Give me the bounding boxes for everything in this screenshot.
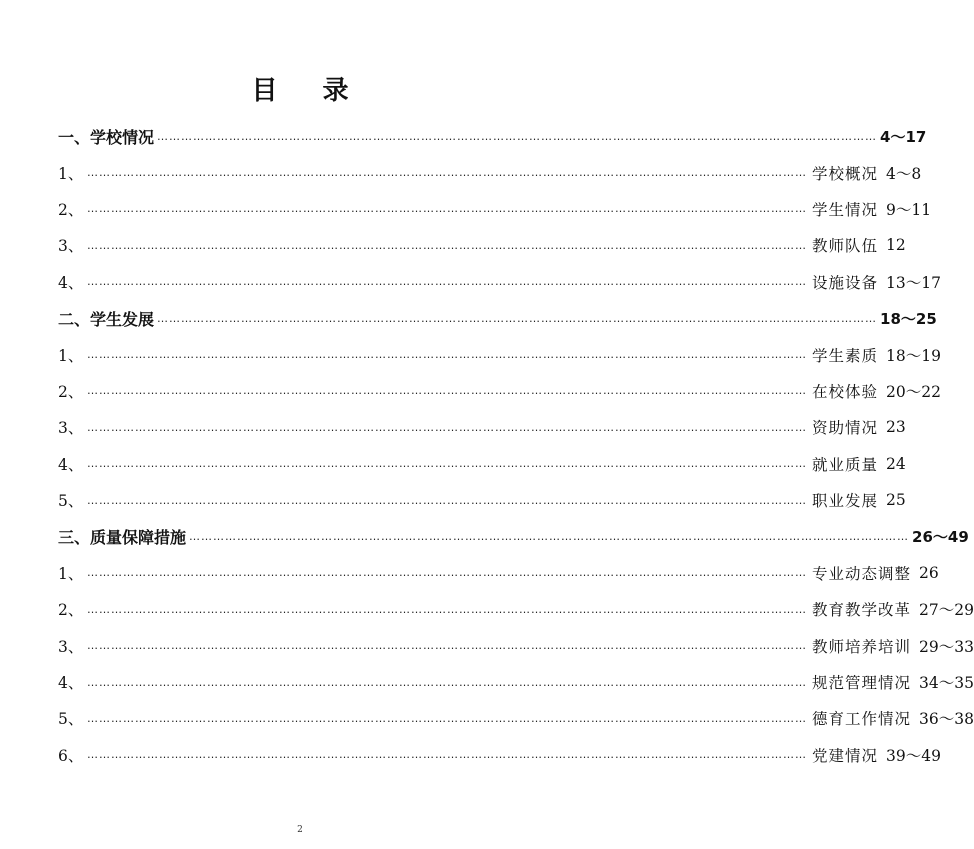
dot-leader: ……………………………………………………………………………………………………………………………………………………………… — [87, 202, 807, 216]
item-title: 在校体验 — [812, 382, 879, 401]
toc-item[interactable] — [58, 446, 906, 482]
section-title: 一、学校情况 — [58, 127, 155, 147]
dot-leader: ……………………………………………………………………………………………………………………………………………………………… — [87, 166, 807, 180]
item-number: 1、 — [58, 346, 84, 365]
page-range: 23 — [886, 418, 906, 437]
item-title: 学生素质 — [812, 346, 879, 365]
dot-leader: ……………………………………………………………………………………………………………………………………………………………… — [87, 493, 807, 507]
section-title: 三、质量保障措施 — [58, 527, 187, 547]
item-title: 规范管理情况 — [812, 674, 912, 693]
section-title: 二、学生发展 — [58, 309, 155, 329]
dot-leader: ……………………………………………………………………………………………………………………………………………………………… — [87, 748, 807, 762]
item-title: 资助情况 — [812, 419, 879, 438]
item-title: 教师队伍 — [812, 237, 879, 256]
item-number: 3、 — [58, 237, 84, 256]
item-number: 4、 — [58, 674, 84, 693]
item-title: 学校概况 — [812, 164, 879, 183]
dot-leader: ……………………………………………………………………………………………………………………………………………………………… — [87, 275, 807, 289]
toc-item[interactable] — [58, 555, 939, 591]
item-number: 3、 — [58, 637, 84, 656]
item-number: 2、 — [58, 601, 84, 620]
item-title: 党建情况 — [812, 746, 879, 765]
page-range: 36～38 — [919, 710, 974, 729]
page-range: 18～25 — [880, 309, 937, 328]
toc-item[interactable] — [58, 700, 974, 736]
page-range: 9～11 — [886, 200, 932, 219]
item-number: 2、 — [58, 200, 84, 219]
page-range: 26～49 — [912, 527, 969, 546]
item-number: 5、 — [58, 710, 84, 729]
dot-leader: ……………………………………………………………………………………………………………………………………………………………… — [87, 420, 807, 434]
toc-section[interactable] — [58, 518, 969, 554]
dot-leader: ……………………………………………………………………………………………………………………………………………………………… — [87, 348, 807, 362]
page-range: 34～35 — [919, 674, 974, 693]
page-range: 18～19 — [886, 346, 941, 365]
toc-section[interactable] — [58, 300, 937, 336]
dot-leader: ……………………………………………………………………………………………………………………………………………………………… — [189, 529, 910, 543]
toc-item[interactable] — [58, 409, 906, 445]
page-range: 24 — [886, 454, 906, 473]
item-title: 专业动态调整 — [812, 564, 912, 583]
dot-leader: ……………………………………………………………………………………………………………………………………………………………… — [157, 311, 878, 325]
toc-item[interactable] — [58, 482, 906, 518]
toc-section[interactable] — [58, 118, 927, 154]
item-title: 教育教学改革 — [812, 601, 912, 620]
page-range: 13～17 — [886, 273, 941, 292]
page-range: 25 — [886, 491, 906, 510]
dot-leader: ……………………………………………………………………………………………………………………………………………………………… — [87, 602, 807, 616]
item-number: 5、 — [58, 492, 84, 511]
toc-item[interactable] — [58, 227, 906, 263]
item-number: 1、 — [58, 564, 84, 583]
table-of-contents — [58, 118, 974, 773]
toc-item[interactable] — [58, 154, 922, 190]
dot-leader: ……………………………………………………………………………………………………………………………………………………………… — [87, 457, 807, 471]
page-range: 4～17 — [880, 127, 927, 146]
item-number: 3、 — [58, 419, 84, 438]
toc-item[interactable] — [58, 591, 974, 627]
item-title: 学生情况 — [812, 200, 879, 219]
toc-item[interactable] — [58, 264, 941, 300]
toc-item[interactable] — [58, 336, 941, 372]
item-title: 设施设备 — [812, 273, 879, 292]
dot-leader: ……………………………………………………………………………………………………………………………………………………………… — [157, 129, 878, 143]
page-range: 20～22 — [886, 382, 941, 401]
item-number: 4、 — [58, 273, 84, 292]
item-number: 4、 — [58, 455, 84, 474]
page-range: 12 — [886, 236, 906, 255]
dot-leader: ……………………………………………………………………………………………………………………………………………………………… — [87, 711, 807, 725]
item-title: 就业质量 — [812, 455, 879, 474]
toc-item[interactable] — [58, 664, 974, 700]
toc-item[interactable] — [58, 191, 932, 227]
page-title: 目 录 — [251, 76, 367, 106]
item-number: 2、 — [58, 382, 84, 401]
toc-item[interactable] — [58, 373, 941, 409]
page-range: 4～8 — [886, 164, 922, 183]
toc-item[interactable] — [58, 627, 974, 663]
page-range: 29～33 — [919, 637, 974, 656]
dot-leader: ……………………………………………………………………………………………………………………………………………………………… — [87, 566, 807, 580]
page-number: 2 — [297, 825, 303, 835]
dot-leader: ……………………………………………………………………………………………………………………………………………………………… — [87, 639, 807, 653]
item-title: 教师培养培训 — [812, 637, 912, 656]
dot-leader: ……………………………………………………………………………………………………………………………………………………………… — [87, 384, 807, 398]
page-range: 39～49 — [886, 746, 941, 765]
item-number: 6、 — [58, 746, 84, 765]
dot-leader: ……………………………………………………………………………………………………………………………………………………………… — [87, 238, 807, 252]
page-range: 27～29 — [919, 601, 974, 620]
toc-item[interactable] — [58, 737, 941, 773]
item-number: 1、 — [58, 164, 84, 183]
item-title: 德育工作情况 — [812, 710, 912, 729]
page-range: 26 — [919, 563, 939, 582]
dot-leader: ……………………………………………………………………………………………………………………………………………………………… — [87, 675, 807, 689]
item-title: 职业发展 — [812, 492, 879, 511]
